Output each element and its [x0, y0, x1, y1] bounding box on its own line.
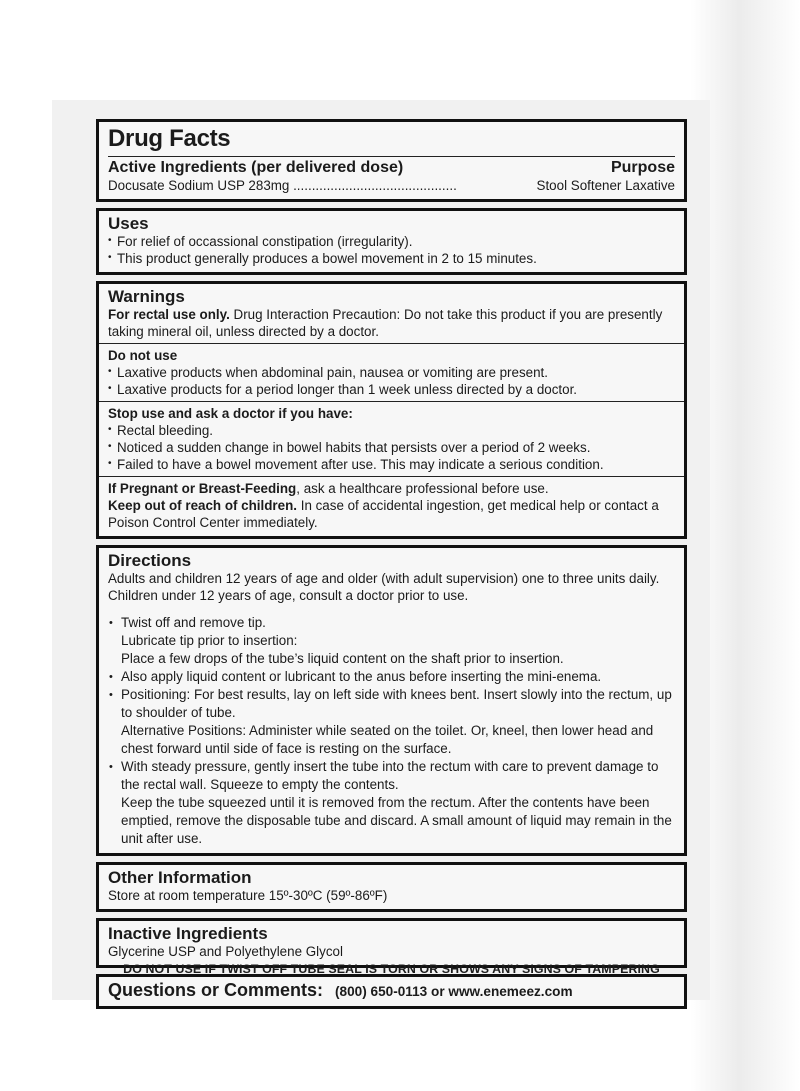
uses-box	[96, 208, 687, 275]
drug-facts-title: Drug Facts	[108, 125, 231, 152]
direction-step-3-sub: Alternative Positions: Administer while seated on the toilet. Or, kneel, then lower head and chest forward until side of face is resting on the surface.	[121, 723, 654, 756]
do-not-use-heading: Do not use	[108, 348, 178, 363]
purpose-heading: Purpose	[610, 159, 675, 176]
list-item	[108, 686, 675, 758]
active-ingredients-heading: Active Ingredients (per delivered dose)	[108, 159, 404, 176]
pregnancy-bold: If Pregnant or Breast-Feeding	[108, 481, 297, 496]
children-warning	[108, 497, 675, 531]
list-item: • Laxative products when abdominal pain, nausea or vomiting are present.	[108, 364, 675, 381]
direction-step-1: Twist off and remove tip.	[121, 615, 266, 630]
directions-heading: Directions	[108, 551, 192, 570]
directions-list	[108, 614, 675, 848]
active-purpose: Stool Softener Laxative	[536, 178, 675, 193]
inactive-ingredients-heading: Inactive Ingredients	[108, 924, 268, 943]
divider	[99, 476, 684, 477]
active-ingredient: Docusate Sodium USP 283mg ............................................	[108, 178, 457, 193]
do-not-use-list	[108, 364, 675, 398]
uses-list	[108, 233, 675, 267]
list-item	[108, 758, 675, 848]
other-information-box	[96, 862, 687, 912]
direction-step-4: With steady pressure, gently insert the tube into the rectum with care to prevent damage to the rectal wall. Squeeze to empty the contents.	[121, 759, 659, 792]
tamper-warning: DO NOT USE IF TWIST OFF TUBE SEAL IS TORN OR SHOWS ANY SIGNS OF TAMPERING	[123, 962, 660, 976]
inactive-ingredients-text: Glycerine USP and Polyethylene Glycol	[108, 944, 343, 959]
warnings-box	[96, 281, 687, 539]
list-item: • For relief of occassional constipation (irregularity).	[108, 233, 675, 250]
pregnancy-text: , ask a healthcare professional before use.	[296, 481, 549, 496]
list-item	[108, 668, 675, 686]
direction-step-1-sub-1: Lubricate tip prior to insertion:	[121, 633, 298, 648]
rectal-use-bold: For rectal use only.	[108, 307, 230, 322]
pregnancy-warning	[108, 480, 675, 497]
list-item: • Laxative products for a period longer than 1 week unless directed by a doctor.	[108, 381, 675, 398]
list-item: • Noticed a sudden change in bowel habits that persists over a period of 2 weeks.	[108, 439, 675, 456]
inactive-ingredients-box	[96, 918, 687, 968]
directions-box	[96, 545, 687, 856]
direction-step-2: Also apply liquid content or lubricant to the anus before inserting the mini-enema.	[121, 669, 602, 684]
direction-step-3: Positioning: For best results, lay on left side with knees bent. Insert slowly into the rectum, up to shoulder of tube.	[121, 687, 672, 720]
direction-step-4-sub: Keep the tube squeezed until it is removed from the rectum. After the contents have been emptied, remove the disposable tube and discard. A small amount of liquid may remain in the unit after use.	[121, 795, 672, 846]
rectal-use-warning	[108, 306, 675, 340]
list-item: • Failed to have a bowel movement after use. This may indicate a serious condition.	[108, 456, 675, 473]
divider	[99, 343, 684, 344]
questions-contact: (800) 650-0113 or www.enemeez.com	[335, 984, 573, 999]
divider	[99, 401, 684, 402]
list-item	[108, 614, 675, 668]
other-information-text: Store at room temperature 15º-30ºC (59º-86ºF)	[108, 888, 388, 903]
children-bold: Keep out of reach of children.	[108, 498, 297, 513]
uses-heading: Uses	[108, 214, 149, 233]
title-divider	[108, 156, 675, 157]
directions-intro: Adults and children 12 years of age and older (with adult supervision) one to three units daily. Children under 12 years of age, consult a doctor prior to use.	[108, 571, 660, 603]
direction-step-1-sub-2: Place a few drops of the tube’s liquid content on the shaft prior to insertion.	[121, 651, 564, 666]
rectal-use-text: Drug Interaction Precaution: Do not take this product if you are presently taking mineral oil, unless directed by a doctor.	[108, 307, 663, 339]
questions-label: Questions or Comments:	[108, 980, 324, 1000]
stop-use-list	[108, 422, 675, 473]
drug-facts-label	[96, 119, 687, 1015]
other-information-heading: Other Information	[108, 868, 252, 887]
stop-use-heading: Stop use and ask a doctor if you have:	[108, 406, 353, 421]
questions-box	[96, 974, 687, 1009]
drug-facts-box	[96, 119, 687, 202]
list-item: • This product generally produces a bowel movement in 2 to 15 minutes.	[108, 250, 675, 267]
list-item: • Rectal bleeding.	[108, 422, 675, 439]
warnings-heading: Warnings	[108, 287, 185, 306]
children-text: In case of accidental ingestion, get medical help or contact a Poison Control Center immediately.	[108, 498, 659, 530]
